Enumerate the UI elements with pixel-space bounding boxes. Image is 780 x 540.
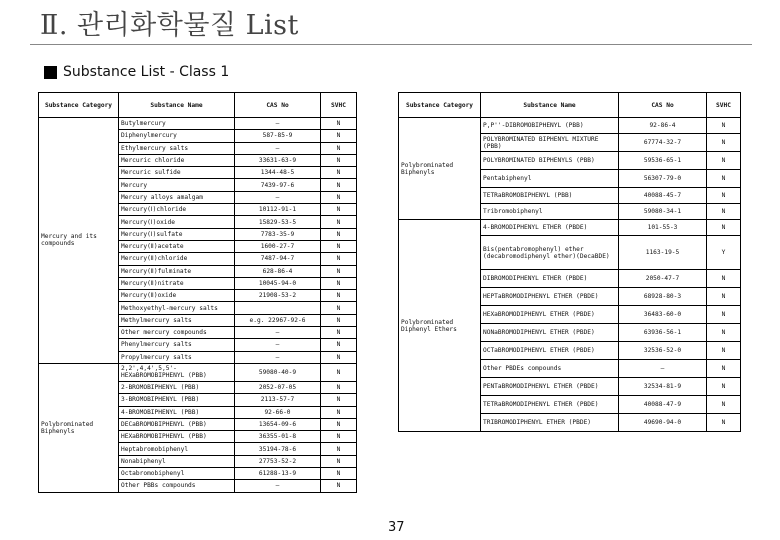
svhc-cell: N [707, 170, 741, 188]
substance-name-cell: Methylmercury salts [119, 314, 235, 326]
substance-name-cell: Other PBBs compounds [119, 480, 235, 492]
substance-name-cell: Butylmercury [119, 118, 235, 130]
cas-number-cell: 2052-07-05 [235, 381, 321, 393]
cas-number-cell: 7487-94-7 [235, 253, 321, 265]
cas-number-cell: 59080-34-1 [619, 204, 707, 220]
svhc-cell: N [321, 339, 357, 351]
substance-name-cell: TETRaBROMOBIPHENYL (PBB) [481, 188, 619, 204]
cas-number-cell: 92-66-0 [235, 406, 321, 418]
header-svhc: SVHC [321, 93, 357, 118]
svhc-cell: N [707, 306, 741, 324]
cas-number-cell: 59536-65-1 [619, 152, 707, 170]
cas-number-cell: – [235, 339, 321, 351]
cas-number-cell: – [235, 351, 321, 363]
substance-name-cell: 3-BROMOBIPHENYL (PBB) [119, 394, 235, 406]
cas-number-cell: 61288-13-9 [235, 468, 321, 480]
cas-number-cell: 628-86-4 [235, 265, 321, 277]
substance-name-cell: Ethylmercury salts [119, 142, 235, 154]
cas-number-cell: 10045-94-0 [235, 277, 321, 289]
cas-number-cell: 1600-27-7 [235, 240, 321, 252]
substance-name-cell: 4-BROMOBIPHENYL (PBB) [119, 406, 235, 418]
svhc-cell: N [321, 142, 357, 154]
cas-number-cell: 10112-91-1 [235, 204, 321, 216]
substance-name-cell: Mercury alloys amalgam [119, 191, 235, 203]
substance-name-cell: POLYBROMINATED BIPHENYL MIXTURE (PBB) [481, 134, 619, 152]
substance-name-cell: Diphenylmercury [119, 130, 235, 142]
substance-name-cell: HEXaBROMOBIPHENYL (PBB) [119, 431, 235, 443]
svhc-cell: N [321, 240, 357, 252]
cas-number-cell: 21908-53-2 [235, 290, 321, 302]
substance-name-cell: Heptabromobiphenyl [119, 443, 235, 455]
substance-name-cell: Mercury(Ⅱ)oxide [119, 290, 235, 302]
svhc-cell: N [707, 396, 741, 414]
substance-name-cell: HEPTaBROMODIPHENYL ETHER (PBDE) [481, 288, 619, 306]
svhc-cell: N [321, 431, 357, 443]
cas-number-cell: – [235, 142, 321, 154]
substance-name-cell: Mercuric sulfide [119, 167, 235, 179]
substance-name-cell: DIBROMODIPHENYL ETHER (PBDE) [481, 270, 619, 288]
svhc-cell: N [707, 414, 741, 432]
substance-name-cell: Mercuric chloride [119, 154, 235, 166]
cas-number-cell: 587-85-9 [235, 130, 321, 142]
svhc-cell: N [321, 167, 357, 179]
title-divider [30, 44, 752, 45]
cas-number-cell: 101-55-3 [619, 220, 707, 236]
substance-name-cell: Mercury(Ⅱ)nitrate [119, 277, 235, 289]
substance-name-cell: 2-BROMOBIPHENYL (PBB) [119, 381, 235, 393]
substance-name-cell: Mercury(Ⅰ)sulfate [119, 228, 235, 240]
substance-name-cell: Mercury(Ⅰ)chloride [119, 204, 235, 216]
table-row [39, 118, 357, 130]
svhc-cell: N [321, 363, 357, 381]
svhc-cell: N [321, 443, 357, 455]
cas-number-cell: – [235, 191, 321, 203]
cas-number-cell: 13654-09-6 [235, 418, 321, 430]
svhc-cell: N [321, 191, 357, 203]
header-cas-no: CAS No [235, 93, 321, 118]
svhc-cell: N [321, 228, 357, 240]
cas-number-cell: 33631-63-9 [235, 154, 321, 166]
svhc-cell: N [321, 314, 357, 326]
svhc-cell: N [321, 130, 357, 142]
substance-name-cell: Mercury(Ⅱ)chloride [119, 253, 235, 265]
substance-name-cell: 4-BROMODIPHENYL ETHER (PBDE) [481, 220, 619, 236]
svhc-cell: N [321, 204, 357, 216]
substance-name-cell: HEXaBROMODIPHENYL ETHER (PBDE) [481, 306, 619, 324]
cas-number-cell: 1163-19-5 [619, 236, 707, 270]
cas-number-cell: – [235, 327, 321, 339]
cas-number-cell: 49690-94-0 [619, 414, 707, 432]
substance-name-cell: NONaBROMODIPHENYL ETHER (PBDE) [481, 324, 619, 342]
substance-name-cell: POLYBROMINATED BIPHENYLS (PBB) [481, 152, 619, 170]
cas-number-cell: 36483-60-0 [619, 306, 707, 324]
svhc-cell: N [321, 154, 357, 166]
substance-name-cell: Other mercury compounds [119, 327, 235, 339]
black-square-icon [44, 66, 57, 79]
svhc-cell: N [707, 220, 741, 236]
substance-name-cell: Nonabiphenyl [119, 455, 235, 467]
cas-number-cell: 2113-57-7 [235, 394, 321, 406]
cas-number-cell: – [235, 480, 321, 492]
category-cell: Polybrominated Biphenyls [39, 363, 119, 492]
substance-name-cell: TETRaBROMODIPHENYL ETHER (PBDE) [481, 396, 619, 414]
svhc-cell: N [707, 118, 741, 134]
header-substance-name: Substance Name [481, 93, 619, 118]
table-row [399, 118, 741, 134]
svhc-cell: Y [707, 236, 741, 270]
substance-name-cell: OCTaBROMODIPHENYL ETHER (PBDE) [481, 342, 619, 360]
substance-name-cell: PENTaBROMODIPHENYL ETHER (PBDE) [481, 378, 619, 396]
substance-name-cell: Propylmercury salts [119, 351, 235, 363]
cas-number-cell: 40088-47-9 [619, 396, 707, 414]
substance-table-left [38, 92, 357, 493]
cas-number-cell: 68928-80-3 [619, 288, 707, 306]
cas-number-cell: 15829-53-5 [235, 216, 321, 228]
substance-name-cell: Phenylmercury salts [119, 339, 235, 351]
cas-number-cell: 59080-40-9 [235, 363, 321, 381]
svhc-cell: N [321, 290, 357, 302]
svhc-cell: N [321, 277, 357, 289]
svhc-cell: N [321, 455, 357, 467]
cas-number-cell: 7439-97-6 [235, 179, 321, 191]
svhc-cell: N [321, 394, 357, 406]
svhc-cell: N [707, 378, 741, 396]
svhc-cell: N [707, 342, 741, 360]
svhc-cell: N [707, 152, 741, 170]
svhc-cell: N [321, 302, 357, 314]
category-cell: Polybrominated Biphenyls [399, 118, 481, 220]
svhc-cell: N [707, 324, 741, 342]
substance-name-cell: Methoxyethyl-mercury salts [119, 302, 235, 314]
page-number: 37 [388, 520, 405, 535]
substance-name-cell: Other PBDEs compounds [481, 360, 619, 378]
svhc-cell: N [321, 418, 357, 430]
svhc-cell: N [321, 351, 357, 363]
substance-name-cell: Mercury(Ⅰ)oxide [119, 216, 235, 228]
cas-number-cell: 63936-56-1 [619, 324, 707, 342]
svhc-cell: N [321, 216, 357, 228]
section-subtitle [44, 62, 229, 82]
substance-name-cell: TRIBROMODIPHENYL ETHER (PBDE) [481, 414, 619, 432]
substance-name-cell: DECaBROMOBIPHENYL (PBB) [119, 418, 235, 430]
svhc-cell: N [321, 179, 357, 191]
svhc-cell: N [707, 288, 741, 306]
cas-number-cell: 36355-01-8 [235, 431, 321, 443]
header-svhc: SVHC [707, 93, 741, 118]
substance-name-cell: Tribromobiphenyl [481, 204, 619, 220]
cas-number-cell: 27753-52-2 [235, 455, 321, 467]
cas-number-cell: 56307-79-0 [619, 170, 707, 188]
substance-name-cell: Mercury [119, 179, 235, 191]
cas-number-cell: 92-86-4 [619, 118, 707, 134]
substance-table-right [398, 92, 741, 432]
header-substance-name: Substance Name [119, 93, 235, 118]
cas-number-cell: 40088-45-7 [619, 188, 707, 204]
svhc-cell: N [707, 270, 741, 288]
svhc-cell: N [707, 134, 741, 152]
cas-number-cell: e.g. 22967-92-6 [235, 314, 321, 326]
category-cell: Polybrominated Diphenyl Ethers [399, 220, 481, 432]
svhc-cell: N [321, 253, 357, 265]
header-substance-category: Substance Category [399, 93, 481, 118]
substance-name-cell: Octabromobiphenyl [119, 468, 235, 480]
substance-name-cell: 2,2',4,4',5,5'-HEXaBROMOBIPHENYL (PBB) [119, 363, 235, 381]
cas-number-cell: – [619, 360, 707, 378]
cas-number-cell: 2050-47-7 [619, 270, 707, 288]
table-row [399, 220, 741, 236]
cas-number-cell: – [235, 118, 321, 130]
svhc-cell: N [321, 480, 357, 492]
table-row [39, 363, 357, 381]
category-cell: Mercury and its compounds [39, 118, 119, 364]
cas-number-cell: 1344-48-5 [235, 167, 321, 179]
cas-number-cell: 35194-78-6 [235, 443, 321, 455]
cas-number-cell [235, 302, 321, 314]
page-title: Ⅱ. 관리화학물질 List [40, 10, 299, 41]
substance-name-cell: Mercury(Ⅱ)fulminate [119, 265, 235, 277]
cas-number-cell: 32536-52-0 [619, 342, 707, 360]
cas-number-cell: 7783-35-9 [235, 228, 321, 240]
substance-name-cell: Bis(pentabromophenyl) ether (decabromodiphenyl ether)(DecaBDE) [481, 236, 619, 270]
svhc-cell: N [321, 381, 357, 393]
header-substance-category: Substance Category [39, 93, 119, 118]
svhc-cell: N [321, 468, 357, 480]
cas-number-cell: 67774-32-7 [619, 134, 707, 152]
svhc-cell: N [707, 204, 741, 220]
svhc-cell: N [321, 406, 357, 418]
svhc-cell: N [707, 360, 741, 378]
substance-name-cell: Mercury(Ⅱ)acetate [119, 240, 235, 252]
svhc-cell: N [321, 118, 357, 130]
substance-name-cell: Pentabiphenyl [481, 170, 619, 188]
svhc-cell: N [707, 188, 741, 204]
svhc-cell: N [321, 327, 357, 339]
section-subtitle-text: Substance List - Class 1 [63, 64, 230, 80]
cas-number-cell: 32534-81-9 [619, 378, 707, 396]
substance-name-cell: P,P''-DIBROMOBIPHENYL (PBB) [481, 118, 619, 134]
header-cas-no: CAS No [619, 93, 707, 118]
svhc-cell: N [321, 265, 357, 277]
